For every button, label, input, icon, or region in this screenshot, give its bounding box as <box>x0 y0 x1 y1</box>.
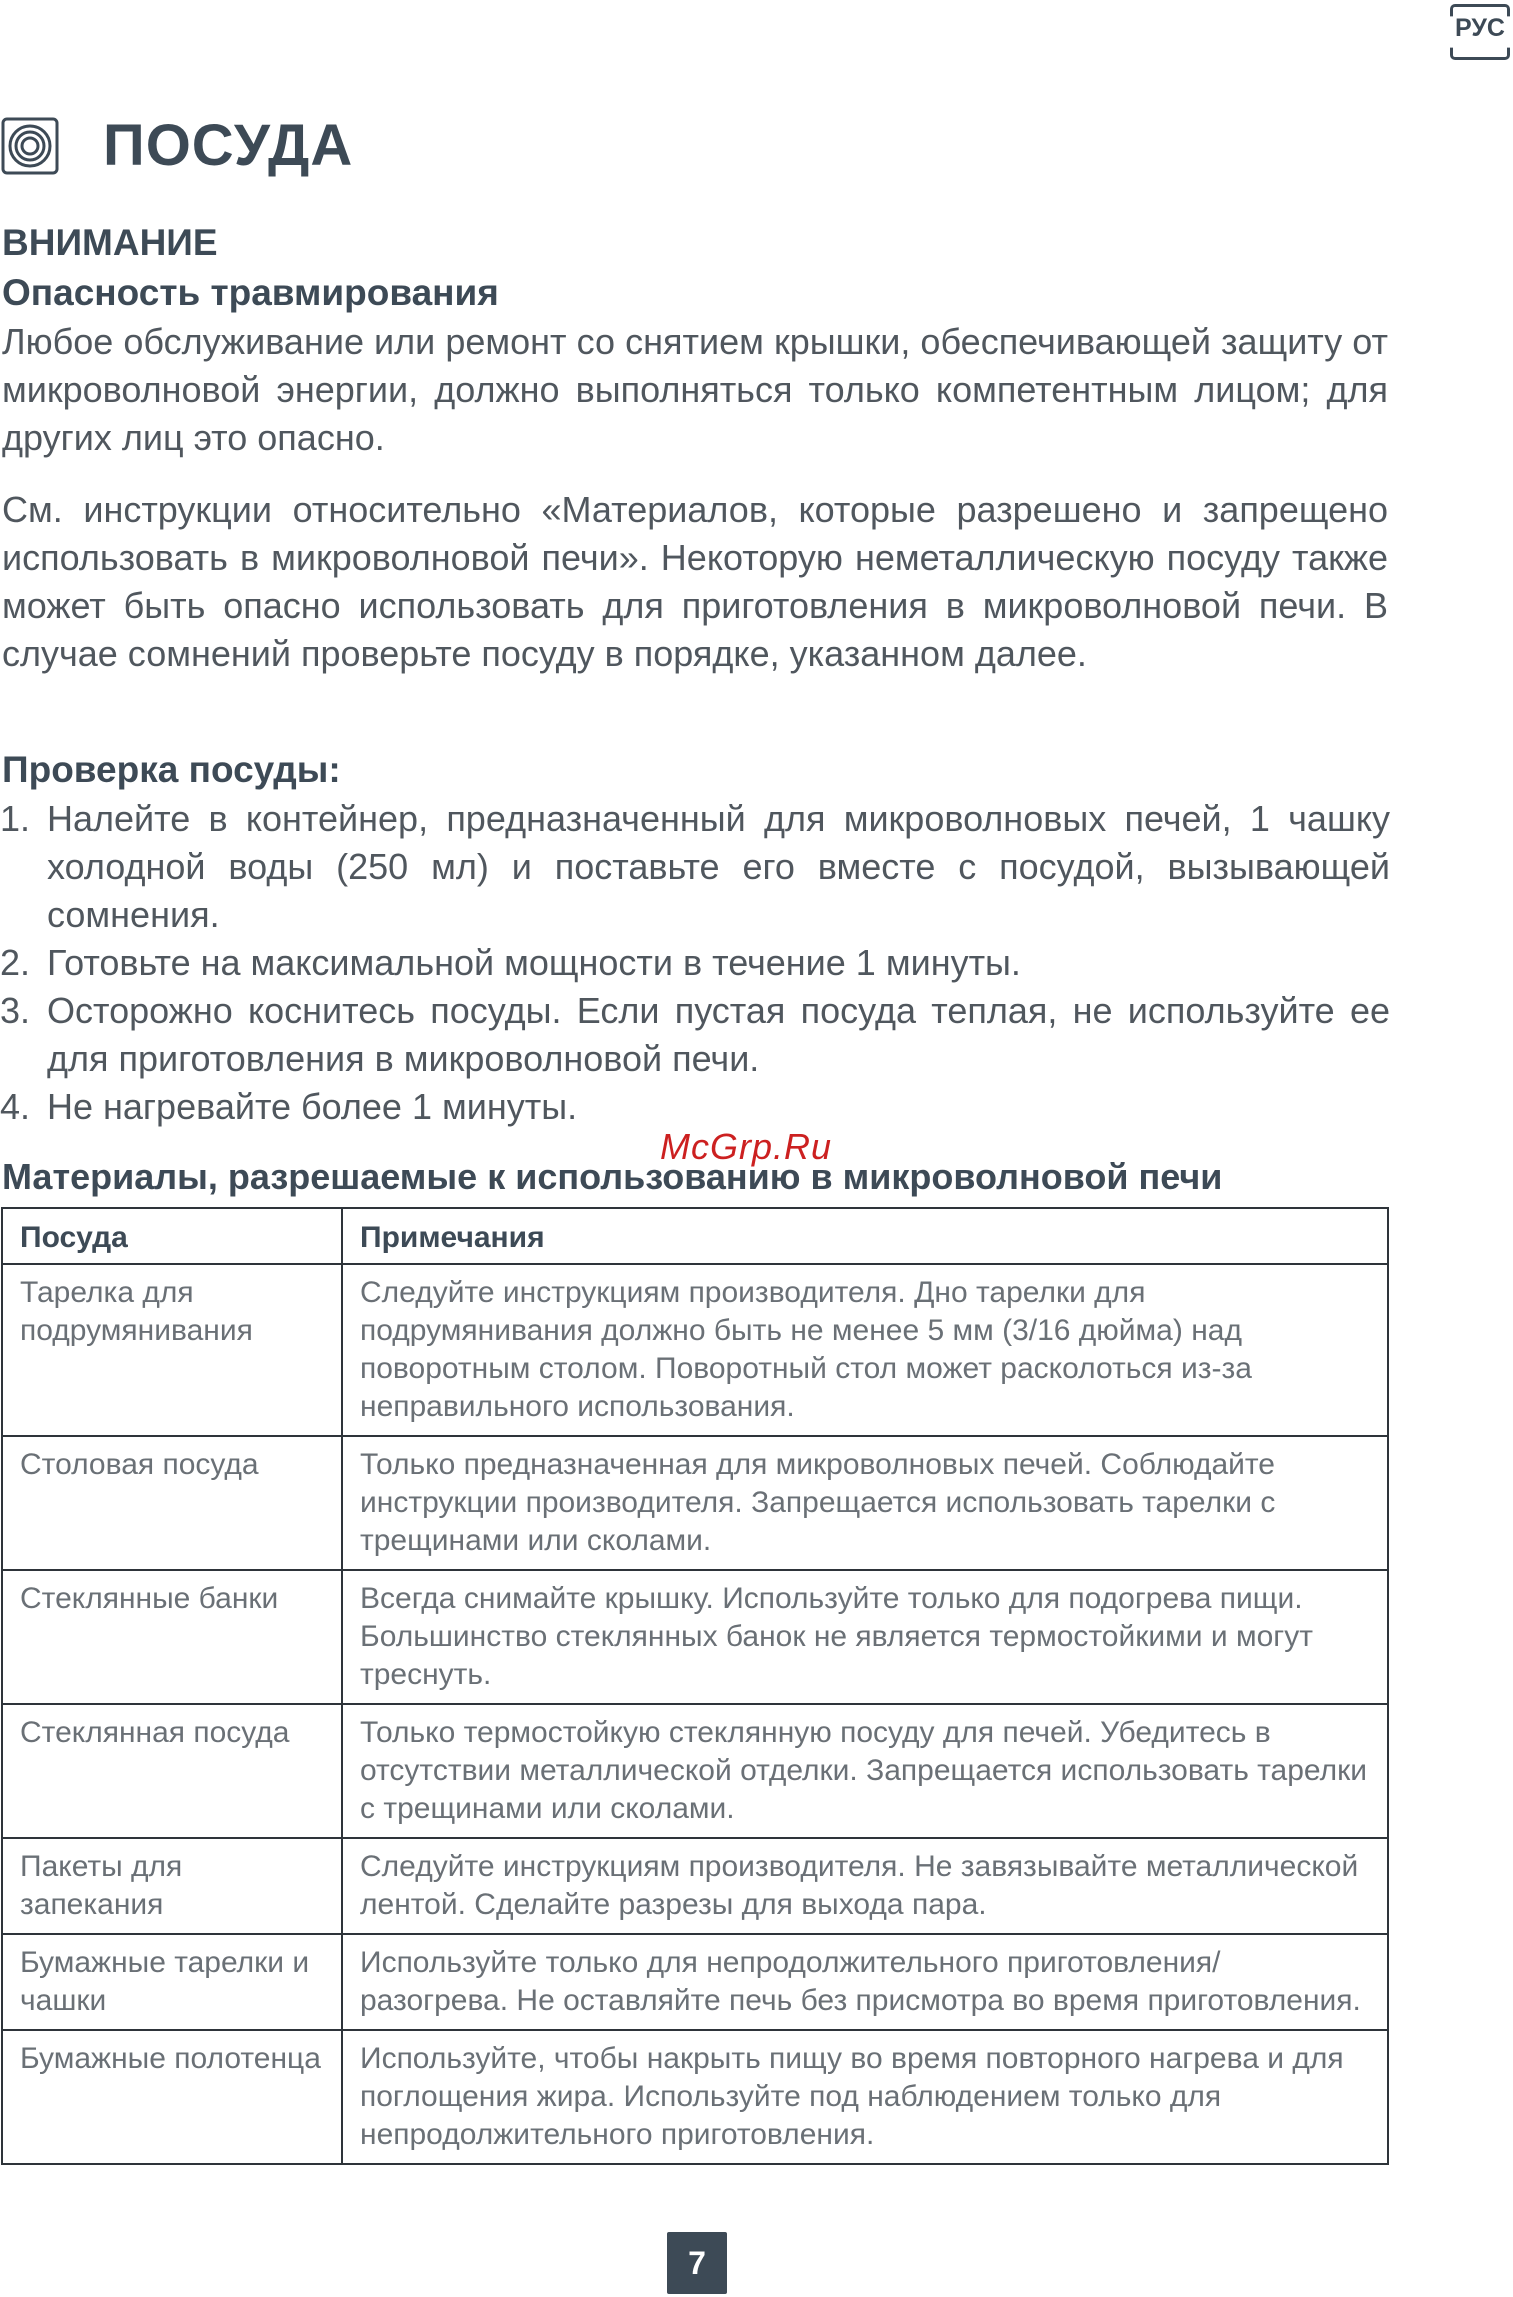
warning-text: Любое обслуживание или ремонт со снятием крышки, обеспечивающей защиту от микроволновой энергии, должно выполняться только компетентным лицом; для других лиц это опасно. <box>2 321 1388 458</box>
cell-item: Столовая посуда <box>2 1436 342 1570</box>
materials-table-title: Материалы, разрешаемые к использованию в микроволновой печи <box>2 1156 1223 1197</box>
list-item: 3. Осторожно коснитесь посуды. Если пустая посуда теплая, не используйте ее для приготовления в микроволновой печи. <box>0 990 1390 1079</box>
cell-note: Используйте только для непродолжительного приготовления/ разогрева. Не оставляйте печь без присмотра во время приготовления. <box>342 1934 1388 2030</box>
warning-subheading: Опасность травмирования <box>2 272 499 313</box>
check-steps-list <box>0 795 1390 1131</box>
column-header-item: Посуда <box>2 1208 342 1264</box>
cell-item: Бумажные тарелки и чашки <box>2 1934 342 2030</box>
cell-item: Тарелка для подрумянивания <box>2 1264 342 1436</box>
column-header-note: Примечания <box>342 1208 1388 1264</box>
cell-item: Стеклянная посуда <box>2 1704 342 1838</box>
cell-item: Пакеты для запекания <box>2 1838 342 1934</box>
cell-note: Только предназначенная для микроволновых печей. Соблюдайте инструкции производителя. Запрещается использовать тарелки с трещинами или сколами. <box>342 1436 1388 1570</box>
list-item: 1. Налейте в контейнер, предназначенный для микроволновых печей, 1 чашку холодной воды (250 мл) и поставьте его вместе с посудой, вызывающей сомнения. <box>0 798 1390 935</box>
warning-heading: ВНИМАНИЕ <box>2 222 218 263</box>
table-header-row <box>2 1208 1388 1264</box>
list-item: 2. Готовьте на максимальной мощности в течение 1 минуты. <box>0 942 1021 983</box>
table-row <box>2 1570 1388 1704</box>
page-title: ПОСУДА <box>103 113 354 178</box>
cell-note: Всегда снимайте крышку. Используйте только для подогрева пищи. Большинство стеклянных банок не является термостойкими и могут треснуть. <box>342 1570 1388 1704</box>
cell-note: Следуйте инструкциям производителя. Не завязывайте металлической лентой. Сделайте разрезы для выхода пара. <box>342 1838 1388 1934</box>
table-row <box>2 1436 1388 1570</box>
table-row <box>2 1838 1388 1934</box>
cell-item: Бумажные полотенца <box>2 2030 342 2164</box>
cell-note: Следуйте инструкциям производителя. Дно тарелки для подрумянивания должно быть не менее 5 мм (3/16 дюйма) над поворотным столом. Поворотный стол может расколоться из-за неправильного использования. <box>342 1264 1388 1436</box>
cell-note: Только термостойкую стеклянную посуду для печей. Убедитесь в отсутствии металлической отделки. Запрещается использовать тарелки с трещинами или сколами. <box>342 1704 1388 1838</box>
table-row <box>2 1264 1388 1436</box>
materials-table <box>1 1207 1389 2165</box>
check-heading: Проверка посуды: <box>2 749 341 790</box>
microwave-cookware-icon <box>1 117 59 175</box>
language-badge: РУС <box>1455 14 1505 42</box>
list-item: 4. Не нагревайте более 1 минуты. <box>0 1086 578 1127</box>
table-row <box>2 1934 1388 2030</box>
cell-item: Стеклянные банки <box>2 1570 342 1704</box>
cell-note: Используйте, чтобы накрыть пищу во время повторного нагрева и для поглощения жира. Используйте под наблюдением только для непродолжительного приготовления. <box>342 2030 1388 2164</box>
table-row <box>2 2030 1388 2164</box>
instructions-paragraph: См. инструкции относительно «Материалов, которые разрешено и запрещено использовать в микроволновой печи». Некоторую неметаллическую посуду также может быть опасно использовать для приготовления в микроволновой печи. В случае сомнений проверьте посуду в порядке, указанном далее. <box>2 489 1388 674</box>
table-row <box>2 1704 1388 1838</box>
page-number: 7 <box>667 2232 727 2294</box>
watermark: McGrp.Ru <box>660 1126 833 1167</box>
